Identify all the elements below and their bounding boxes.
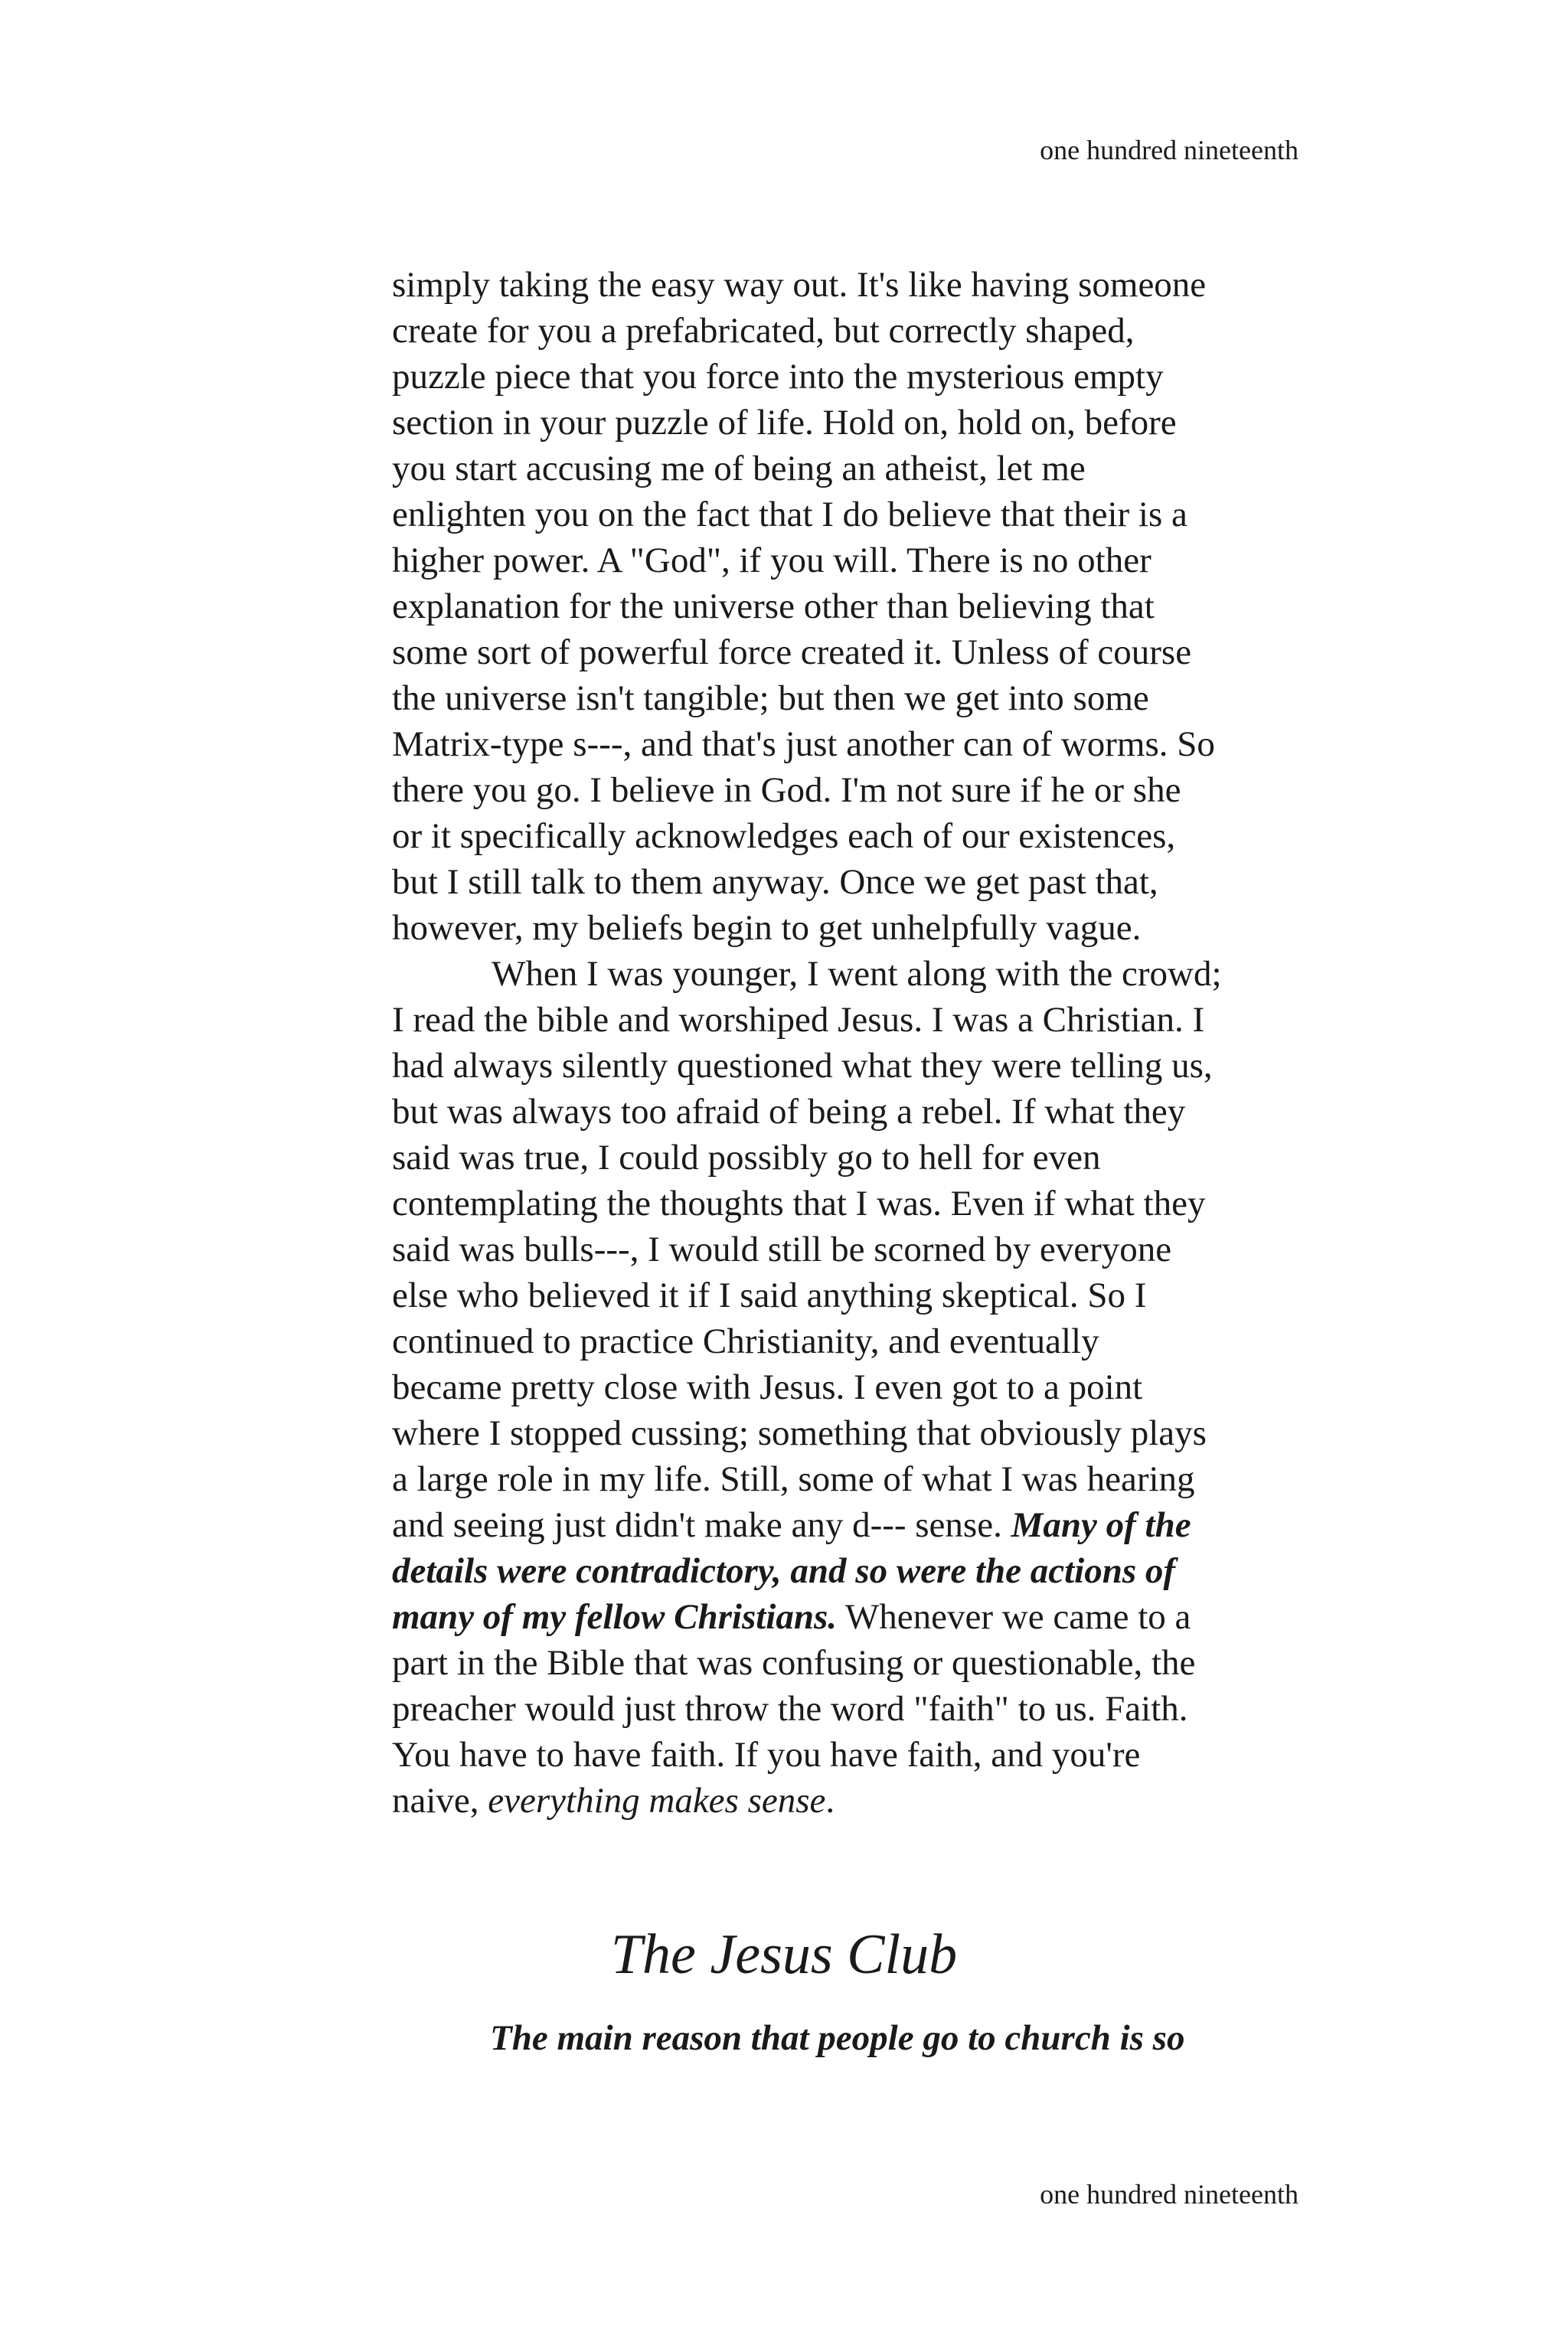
italic-text: everything makes sense	[488, 1781, 826, 1821]
body-line: you start accusing me of being an atheist, let me	[392, 449, 1086, 488]
body-text	[392, 262, 1341, 1824]
body-line: explanation for the universe other than believing that	[392, 586, 1155, 626]
body-line: however, my beliefs begin to get unhelpfully vague.	[392, 908, 1142, 948]
body-line: or it specifically acknowledges each of our existences,	[392, 816, 1176, 856]
body-line: preacher would just throw the word "faith" to us. Faith.	[392, 1689, 1188, 1729]
plain-text: naive,	[392, 1781, 488, 1821]
body-line: where I stopped cussing; something that obviously plays	[392, 1413, 1207, 1453]
plain-text: Whenever we came to a	[837, 1597, 1191, 1637]
section-title: The Jesus Club	[610, 1923, 958, 1986]
body-line: said was bulls---, I would still be scorned by everyone	[392, 1230, 1172, 1269]
emphasis-text: many of my fellow Christians.	[392, 1597, 838, 1637]
body-line: became pretty close with Jesus. I even got to a point	[392, 1367, 1143, 1407]
body-line-mixed	[392, 1594, 1341, 1640]
body-line: continued to practice Christianity, and eventually	[392, 1321, 1099, 1361]
body-line: You have to have faith. If you have faith, and you're	[392, 1735, 1141, 1775]
body-line: else who believed it if I said anything skeptical. So I	[392, 1276, 1147, 1315]
body-line: part in the Bible that was confusing or questionable, the	[392, 1643, 1196, 1683]
section-lead-line: The main reason that people go to church is so	[490, 2018, 1185, 2058]
page-footer-label: one hundred nineteenth	[1040, 2179, 1298, 2210]
body-line-mixed	[392, 1502, 1341, 1548]
body-line: had always silently questioned what they were telling us,	[392, 1046, 1213, 1086]
body-line-mixed	[392, 1778, 1341, 1824]
body-line: the universe isn't tangible; but then we get into some	[392, 678, 1149, 718]
body-line: some sort of powerful force created it. Unless of course	[392, 632, 1192, 672]
plain-text: and seeing just didn't make any d--- sense.	[392, 1505, 1011, 1545]
body-line: there you go. I believe in God. I'm not sure if he or she	[392, 770, 1181, 810]
body-line: higher power. A "God", if you will. There is no other	[392, 541, 1152, 580]
body-line: said was true, I could possibly go to hell for even	[392, 1138, 1101, 1178]
emphasis-line: details were contradictory, and so were the actions of	[392, 1551, 1176, 1591]
body-line: a large role in my life. Still, some of what I was hearing	[392, 1459, 1195, 1499]
paragraph-start-line: When I was younger, I went along with the crowd;	[492, 954, 1222, 994]
body-line: create for you a prefabricated, but correctly shaped,	[392, 311, 1135, 351]
body-line: contemplating the thoughts that I was. Even if what they	[392, 1184, 1206, 1223]
emphasis-text: Many of the	[1011, 1505, 1191, 1545]
body-line: Matrix-type s---, and that's just another can of worms. So	[392, 724, 1215, 764]
body-line: puzzle piece that you force into the mysterious empty	[392, 357, 1164, 397]
body-line: section in your puzzle of life. Hold on, hold on, before	[392, 403, 1177, 443]
plain-text: .	[825, 1781, 835, 1821]
body-line: but was always too afraid of being a rebel. If what they	[392, 1092, 1186, 1132]
body-line: but I still talk to them anyway. Once we get past that,	[392, 862, 1158, 902]
body-line: I read the bible and worshiped Jesus. I was a Christian. I	[392, 1000, 1205, 1040]
body-line: enlighten you on the fact that I do believe that their is a	[392, 495, 1187, 534]
body-line: simply taking the easy way out. It's like having someone	[392, 265, 1207, 305]
page-header-label: one hundred nineteenth	[1040, 135, 1298, 165]
